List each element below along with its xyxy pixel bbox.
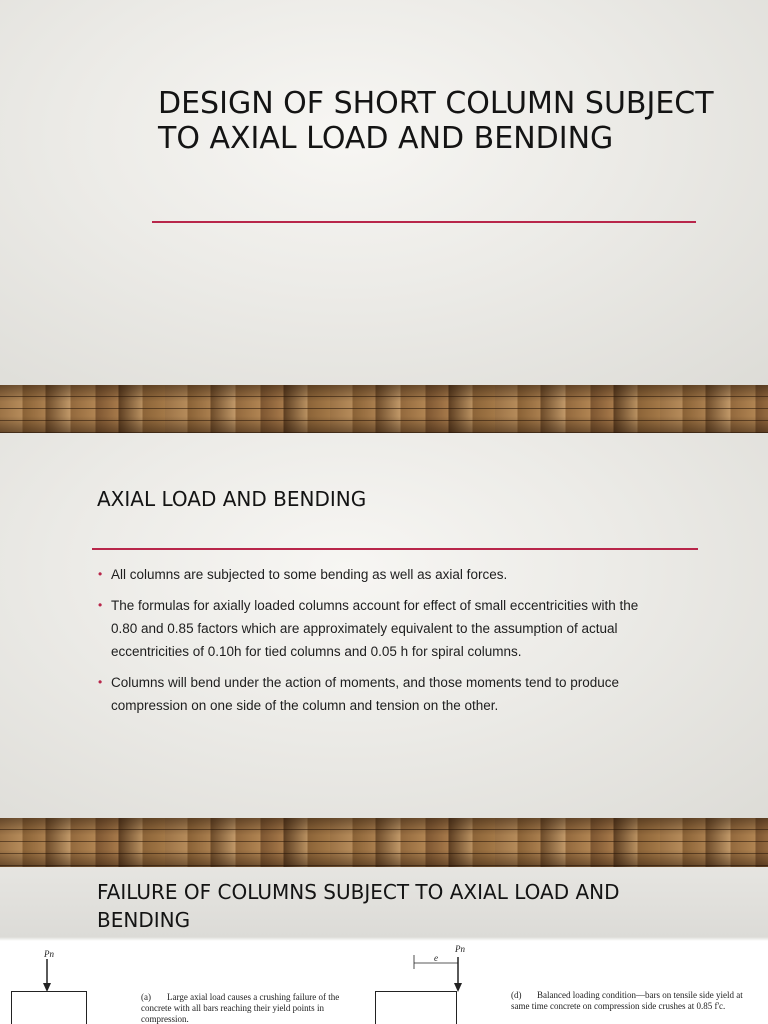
column-section-a bbox=[11, 991, 87, 1024]
load-arrow-icon bbox=[40, 959, 54, 993]
bullet-icon: • bbox=[98, 567, 103, 581]
caption-a: (a) Large axial load causes a crushing failure of the concrete with all bars reaching their yield points in compression. bbox=[141, 992, 340, 1024]
list-item: • The formulas for axially loaded columns account for effect of small eccentricities with the 0.80 and 0.85 factors which are approximately equivalent to the assumption of actual eccentricities of 0.10h for tied columns and 0.05 h for spiral columns. bbox=[98, 594, 658, 663]
title-underline bbox=[92, 548, 698, 550]
figure-slide bbox=[0, 867, 768, 1024]
slide-title: AXIAL LOAD AND BENDING bbox=[97, 487, 367, 511]
load-label: Pn bbox=[44, 949, 54, 959]
column-failure-figure bbox=[0, 941, 768, 1024]
wood-floor-divider bbox=[0, 818, 768, 867]
list-item: • Columns will bend under the action of moments, and those moments tend to produce compression on one side of the column and tension on the other. bbox=[98, 671, 658, 717]
caption-d: (d) Balanced loading condition—bars on tensile side yield at same time concrete on compression side crushes at 0.85 f'c. bbox=[511, 990, 743, 1011]
list-item: • All columns are subjected to some bending as well as axial forces. bbox=[98, 563, 658, 586]
wood-floor-divider bbox=[0, 385, 768, 433]
title-slide bbox=[0, 0, 768, 385]
bullet-icon: • bbox=[98, 675, 103, 689]
title-underline bbox=[152, 221, 696, 223]
slide-title: FAILURE OF COLUMNS SUBJECT TO AXIAL LOAD AND BENDING bbox=[97, 880, 620, 932]
bullet-list bbox=[98, 563, 658, 725]
slide-title: DESIGN OF SHORT COLUMN SUBJECT TO AXIAL LOAD AND BENDING bbox=[158, 86, 714, 156]
eccentricity-label: e bbox=[434, 953, 438, 963]
bullet-icon: • bbox=[98, 598, 103, 612]
eccentric-load-icon bbox=[408, 955, 468, 995]
content-slide bbox=[0, 433, 768, 818]
load-label: Pn bbox=[455, 944, 465, 954]
column-section-d bbox=[375, 991, 457, 1024]
